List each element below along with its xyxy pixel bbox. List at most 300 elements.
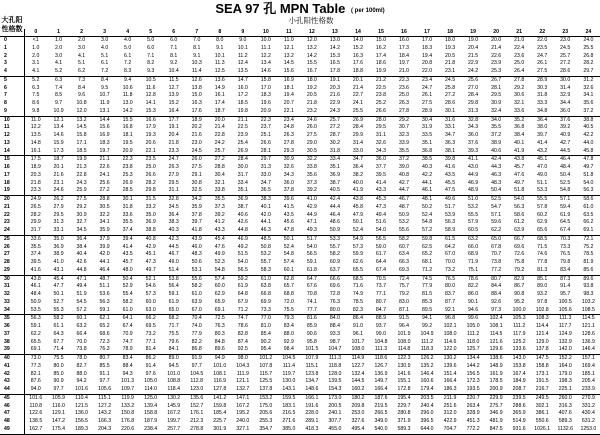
mpn-value-cell: 36.4 — [76, 235, 87, 242]
mpn-value-cell: 41.1 — [468, 156, 479, 163]
mpn-value-cell: 10.1 — [214, 52, 225, 59]
mpn-value-cell: 19.4 — [283, 92, 294, 99]
row-index: 42 — [0, 371, 24, 379]
mpn-value-cell: 10.6 — [122, 84, 133, 91]
mpn-value-cell: 240.0 — [236, 418, 250, 424]
mpn-value-cell: 77.0 — [260, 315, 271, 322]
mpn-value-cell: 55.5 — [468, 211, 479, 218]
mpn-value-cell: 173.0 — [328, 394, 342, 401]
mpn-value-cell: 76.5 — [560, 251, 571, 258]
mpn-value-cell: 66.7 — [514, 235, 525, 242]
mpn-value-cell: 21.6 — [329, 92, 340, 99]
mpn-value-cell: 128.6 — [581, 330, 595, 337]
mpn-value-cell: 67.4 — [122, 323, 133, 329]
mpn-value-cell: 18.0 — [306, 76, 317, 83]
mpn-value-cell: 104.9 — [420, 330, 434, 337]
mpn-value-cell: 94.9 — [214, 355, 225, 361]
column-index: 22 — [531, 29, 554, 37]
mpn-value-cell: 119.9 — [121, 394, 134, 401]
mpn-value-cell: 37.7 — [375, 164, 387, 170]
mpn-value-cell: 78.5 — [352, 298, 363, 305]
mpn-value-cell: 50.9 — [30, 298, 41, 305]
mpn-value-cell: 53.3 — [329, 235, 340, 242]
mpn-value-cell: 29.5 — [491, 92, 502, 99]
mpn-value-cell: 95.8 — [306, 338, 317, 345]
mpn-value-cell: 65.0 — [491, 235, 502, 242]
mpn-value-cell: 133.2 — [121, 402, 135, 409]
mpn-value-cell: 79.6 — [168, 338, 179, 345]
mpn-value-cell: 33.2 — [145, 203, 156, 210]
mpn-value-cell: 111.3 — [559, 315, 572, 322]
mpn-value-cell: 32.6 — [583, 84, 594, 91]
mpn-value-cell: 22.3 — [260, 116, 271, 123]
mpn-value-cell: 62.9 — [537, 219, 548, 226]
mpn-value-cell: 16.8 — [122, 124, 133, 131]
table-row — [0, 267, 600, 275]
mpn-value-cell: 52.9 — [122, 283, 133, 290]
mpn-value-cell: 7.4 — [54, 84, 63, 91]
mpn-value-cell: 22.9 — [329, 100, 340, 106]
mpn-value-cell: 83.7 — [445, 291, 456, 297]
mpn-value-cell: 46.4 — [560, 156, 571, 163]
mpn-value-cell: 54.9 — [352, 235, 363, 242]
row-index: 1 — [0, 45, 24, 53]
mpn-value-cell: 47.3 — [375, 203, 387, 210]
table-row — [0, 92, 600, 100]
mpn-value-cell: 9.2 — [170, 60, 178, 67]
mpn-value-cell: 24.9 — [30, 196, 41, 202]
mpn-value-cell: 51.8 — [583, 171, 594, 178]
mpn-value-cell: 179.4 — [416, 386, 439, 394]
mpn-value-cell: 104.3 — [236, 362, 250, 369]
mpn-value-cell: 289.1 — [305, 418, 319, 424]
mpn-value-cell: 28.2 — [145, 179, 156, 186]
mpn-value-cell: 22.5 — [237, 124, 248, 131]
mpn-value-cell: 233.9 — [577, 386, 600, 394]
mpn-value-cell: 111.4 — [282, 362, 295, 369]
mpn-value-cell: 31.7 — [237, 171, 248, 178]
row-index: 3 — [0, 60, 24, 68]
mpn-value-cell: 15.3 — [329, 52, 340, 59]
row-index: 14 — [0, 148, 24, 156]
mpn-value-cell: 18.0 — [445, 37, 456, 43]
mpn-value-cell: 19.7 — [93, 148, 116, 156]
mpn-value-cell: 47.1 — [76, 275, 87, 282]
table-row — [0, 108, 600, 116]
mpn-value-cell: 67.7 — [53, 338, 64, 345]
mpn-value-cell: 4.0 — [101, 44, 109, 51]
mpn-value-cell: 13.2 — [283, 52, 294, 59]
mpn-value-cell: 24.5 — [185, 148, 208, 156]
mpn-value-cell: 28.1 — [491, 84, 502, 91]
small-wells-header: 小孔阳性格数 — [288, 16, 334, 25]
mpn-value-cell: 138.5 — [29, 418, 43, 424]
mpn-value-cell: 130.2 — [167, 394, 181, 401]
mpn-value-cell: 20.1 — [53, 164, 64, 170]
mpn-value-cell: 53.2 — [468, 203, 479, 210]
mpn-value-cell: 97.8 — [537, 298, 548, 305]
row-index: 20 — [0, 196, 24, 204]
mpn-value-cell: 25.4 — [237, 139, 248, 146]
mpn-value-cell: 68.5 — [352, 275, 363, 282]
mpn-value-cell: 50.2 — [421, 203, 433, 210]
mpn-value-cell: 80.3 — [214, 330, 225, 337]
mpn-value-cell: 24.2 — [462, 68, 485, 76]
mpn-value-cell: 90.8 — [514, 291, 525, 297]
mpn-value-cell: 17.9 — [145, 124, 156, 131]
mpn-value-cell: 13.9 — [168, 92, 179, 99]
table-row — [0, 244, 600, 252]
mpn-value-cell: 25.1 — [260, 132, 271, 138]
mpn-value-cell: 34.3 — [369, 148, 392, 156]
mpn-value-cell: 61.0 — [260, 275, 271, 282]
mpn-value-cell: 24.2 — [214, 139, 225, 146]
mpn-value-cell: 62.8 — [283, 275, 294, 282]
mpn-value-cell: 61.0 — [191, 291, 202, 297]
mpn-value-cell: 166.4 — [369, 386, 392, 394]
mpn-value-cell: 31.2 — [583, 76, 594, 83]
mpn-value-cell: 36.8 — [514, 124, 525, 131]
mpn-value-cell: 43.3 — [208, 227, 231, 235]
mpn-value-cell: 123.0 — [185, 386, 208, 394]
mpn-value-cell: 23.1 — [53, 179, 64, 186]
mpn-value-cell: 9.1 — [193, 52, 201, 59]
mpn-value-cell: 8.4 — [101, 76, 109, 83]
mpn-value-cell: 83.4 — [122, 355, 133, 361]
mpn-value-cell: 87.4 — [237, 338, 248, 345]
mpn-value-cell: 26.9 — [352, 116, 363, 123]
mpn-value-cell: 57.4 — [283, 259, 294, 265]
mpn-value-cell: 24.1 — [99, 171, 110, 178]
mpn-value-cell: 13.2 — [76, 116, 87, 123]
mpn-value-cell: 216.7 — [531, 386, 554, 394]
mpn-value-cell: 130.2 — [443, 355, 457, 361]
mpn-value-cell: 108.0 — [443, 330, 457, 337]
mpn-value-cell: 29.2 — [76, 203, 87, 210]
mpn-value-cell: 94.2 — [76, 378, 87, 385]
mpn-value-cell: 33.0 — [260, 171, 271, 178]
mpn-value-cell: 631.2 — [581, 418, 595, 424]
mpn-value-cell: 77.3 — [30, 362, 41, 369]
mpn-value-cell: 11.3 — [214, 60, 225, 67]
mpn-value-cell: 176.8 — [121, 418, 135, 424]
mpn-value-cell: 156.5 — [466, 370, 480, 377]
row-index: 5 — [0, 76, 24, 84]
mpn-value-cell: 346.9 — [489, 410, 503, 417]
mpn-value-cell: 172.8 — [393, 386, 416, 394]
mpn-value-cell: 7.0 — [193, 37, 201, 43]
mpn-value-cell: 396.5 — [420, 418, 434, 424]
mpn-value-cell: 160.6 — [420, 378, 434, 385]
mpn-value-cell: 77.8 — [537, 259, 548, 265]
table-row — [0, 180, 600, 188]
mpn-value-cell: 78.5 — [583, 251, 594, 258]
mpn-value-cell: 11.4 — [185, 68, 208, 76]
mpn-value-cell: 21.6 — [191, 132, 202, 138]
mpn-value-cell: 76.3 — [329, 298, 340, 305]
mpn-value-cell: 15.2 — [352, 44, 363, 51]
mpn-value-cell: 90.2 — [260, 338, 271, 345]
column-index: 21 — [508, 29, 531, 37]
mpn-value-cell: 25.7 — [208, 148, 231, 156]
mpn-value-cell: 772.2 — [462, 426, 485, 434]
mpn-value-cell: 14.2 — [329, 44, 340, 51]
mpn-value-cell: 34.4 — [560, 100, 571, 106]
table-row — [0, 426, 600, 434]
mpn-value-cell: 27.5 — [531, 68, 554, 76]
mpn-value-cell: 302.1 — [535, 402, 549, 409]
mpn-value-cell: 84.4 — [491, 283, 502, 290]
mpn-value-cell: 21.2 — [375, 76, 387, 83]
mpn-value-cell: 22.6 — [491, 52, 502, 59]
mpn-value-cell: 23.8 — [122, 164, 133, 170]
mpn-value-cell: 550.6 — [535, 418, 549, 424]
mpn-value-cell: 65.5 — [30, 338, 41, 345]
table-row — [0, 410, 600, 418]
mpn-value-cell: 178.5 — [489, 378, 503, 385]
mpn-value-cell: 19.9 — [76, 156, 87, 163]
mpn-value-cell: 22.3 — [398, 76, 410, 83]
mpn-value-cell: 21.4 — [491, 44, 502, 51]
mpn-value-cell: 21.1 — [99, 156, 110, 163]
table-row — [0, 116, 600, 124]
mpn-value-cell: 78.0 — [76, 355, 87, 361]
table-row — [0, 403, 600, 411]
mpn-value-cell: 47.6 — [214, 243, 225, 250]
mpn-value-cell: 67.4 — [369, 267, 392, 275]
mpn-value-cell: 31.6 — [445, 116, 456, 123]
mpn-value-cell: 28.2 — [30, 211, 41, 218]
mpn-value-cell: 22.6 — [99, 164, 110, 170]
mpn-value-cell: 13.8 — [191, 84, 202, 91]
mpn-value-cell: 61.2 — [514, 219, 525, 226]
mpn-value-cell: 32.6 — [375, 139, 387, 146]
mpn-value-cell: 61.8 — [300, 267, 323, 275]
mpn-value-cell: 95.7 — [560, 291, 571, 297]
mpn-value-cell: 79.2 — [398, 291, 410, 297]
mpn-value-cell: 2.0 — [77, 37, 86, 43]
mpn-value-cell: 40.9 — [560, 132, 571, 138]
mpn-value-cell: 85.9 — [306, 323, 317, 329]
mpn-value-cell: 92.1 — [439, 307, 462, 315]
mpn-value-cell: 32.5 — [185, 187, 208, 195]
mpn-value-cell: 32.9 — [560, 92, 571, 99]
mpn-value-cell: 42.9 — [145, 243, 156, 250]
mpn-value-cell: 9.3 — [139, 68, 162, 76]
row-index: 10 — [0, 116, 24, 124]
mpn-value-cell: 15.8 — [260, 76, 271, 83]
mpn-value-cell: 107.9 — [305, 355, 319, 361]
mpn-value-cell: 58.9 — [439, 227, 462, 235]
mpn-value-cell: 54.0 — [306, 243, 317, 250]
mpn-value-cell: 18.6 — [375, 60, 387, 67]
mpn-value-cell: 16.1 — [24, 148, 47, 156]
mpn-value-cell: 59.6 — [491, 219, 502, 226]
mpn-value-cell: 48.4 — [30, 291, 41, 297]
mpn-value-cell: 38.4 — [514, 132, 525, 138]
mpn-value-cell: 54.0 — [237, 259, 248, 265]
mpn-value-cell: 86.7 — [514, 283, 525, 290]
mpn-value-cell: 8.1 — [193, 44, 201, 51]
mpn-value-cell: 31.8 — [323, 148, 346, 156]
mpn-value-cell: 32.4 — [485, 108, 508, 116]
mpn-value-cell: 111.2 — [513, 323, 526, 329]
mpn-value-cell: 46.4 — [329, 211, 340, 218]
mpn-value-cell: 71.6 — [352, 283, 363, 290]
mpn-value-cell: 18.1 — [283, 84, 294, 91]
mpn-value-cell: 185.1 — [581, 370, 595, 377]
mpn-value-cell: 143.1 — [277, 386, 300, 394]
table-row — [0, 85, 600, 93]
table-row — [0, 283, 600, 291]
mpn-value-cell: 64.8 — [237, 291, 248, 297]
mpn-value-cell: 47.6 — [514, 171, 525, 178]
mpn-value-cell: 73.2 — [145, 330, 156, 337]
mpn-value-cell: 52.5 — [560, 179, 571, 186]
mpn-value-cell: 53.2 — [260, 251, 271, 258]
table-row — [0, 323, 600, 331]
mpn-value-cell: 53.3 — [531, 187, 554, 195]
mpn-value-cell: 93.3 — [329, 330, 340, 337]
mpn-value-cell: 33.6 — [508, 108, 531, 116]
row-index: 28 — [0, 259, 24, 267]
mpn-value-cell: 60.9 — [329, 259, 340, 265]
mpn-value-cell: 175.4 — [47, 426, 70, 434]
mpn-value-cell: 65.6 — [531, 227, 554, 235]
mpn-value-cell: 11.5 — [168, 76, 179, 83]
mpn-value-cell: 35.1 — [421, 139, 433, 146]
mpn-value-cell: 6.2 — [70, 68, 93, 76]
mpn-value-cell: 78.9 — [116, 346, 139, 354]
mpn-value-cell: 36.9 — [329, 171, 340, 178]
mpn-value-cell: 19.9 — [369, 68, 392, 76]
mpn-value-cell: 166.4 — [443, 378, 457, 385]
mpn-value-cell: 19.0 — [468, 37, 479, 43]
mpn-value-cell: 495.4 — [346, 426, 369, 434]
mpn-value-cell: 60.7 — [398, 243, 410, 250]
mpn-value-cell: 52.4 — [346, 227, 369, 235]
mpn-value-cell: 122.6 — [29, 410, 43, 417]
mpn-value-cell: 9.5 — [101, 84, 109, 91]
mpn-value-cell: 77.2 — [485, 267, 508, 275]
mpn-value-cell: 54.8 — [208, 267, 231, 275]
mpn-value-cell: 30.5 — [300, 148, 323, 156]
mpn-value-cell: 34.7 — [445, 132, 456, 138]
mpn-value-cell: 61.7 — [375, 251, 387, 258]
mpn-value-cell: 251.6 — [443, 402, 457, 409]
mpn-value-cell: 11.6 — [145, 84, 156, 91]
mpn-value-cell: 6.3 — [32, 84, 40, 91]
mpn-value-cell: 23.7 — [260, 124, 271, 131]
mpn-value-cell: 47.1 — [306, 219, 317, 226]
mpn-value-cell: 36.0 — [554, 108, 577, 116]
mpn-value-cell: 43.5 — [283, 211, 294, 218]
mpn-value-cell: 48.1 — [421, 196, 433, 202]
row-index: 38 — [0, 339, 24, 347]
row-index: 49 — [0, 426, 24, 434]
column-index: 16 — [393, 29, 416, 37]
mpn-value-cell: 40.0 — [352, 179, 363, 186]
mpn-value-cell: 26.9 — [122, 179, 133, 186]
mpn-value-cell: 327.6 — [351, 418, 365, 424]
mpn-value-cell: 82.2 — [191, 338, 202, 345]
mpn-value-cell: 14.1 — [145, 100, 156, 106]
mpn-value-cell: 90.6 — [306, 330, 317, 337]
mpn-value-cell: 88.9 — [375, 315, 387, 322]
mpn-value-cell: 98.3 — [583, 291, 594, 297]
mpn-value-cell: 51.8 — [508, 187, 531, 195]
mpn-value-cell: 23.5 — [537, 44, 548, 51]
mpn-value-cell: 25.0 — [145, 164, 156, 170]
mpn-value-cell: 21.5 — [468, 52, 479, 59]
mpn-value-cell: 16.4 — [162, 108, 185, 116]
mpn-value-cell: 21.8 — [168, 139, 179, 146]
mpn-value-cell: 45.7 — [122, 259, 133, 265]
mpn-value-cell: 55.7 — [260, 259, 271, 265]
mpn-value-cell: 225.1 — [554, 386, 577, 394]
mpn-value-cell: 100.5 — [558, 298, 572, 305]
mpn-value-cell: 68.1 — [421, 259, 433, 265]
mpn-value-cell: 29.8 — [468, 100, 479, 106]
mpn-value-cell: 61.0 — [116, 307, 139, 315]
mpn-value-cell: 24.3 — [76, 179, 87, 186]
mpn-value-cell: 59.2 — [237, 275, 248, 282]
mpn-value-cell: 10.4 — [162, 68, 185, 76]
mpn-value-cell: 26.0 — [191, 156, 202, 163]
table-row — [0, 386, 600, 394]
row-index: 4 — [0, 68, 24, 76]
mpn-value-cell: 220.6 — [116, 426, 139, 434]
mpn-value-cell: 75.1 — [462, 267, 485, 275]
mpn-value-cell: 52.7 — [53, 298, 64, 305]
mpn-value-cell: 46.1 — [416, 187, 439, 195]
mpn-value-cell: 122.0 — [439, 346, 462, 354]
column-index: 14 — [346, 29, 369, 37]
mpn-value-cell: 76.3 — [93, 346, 116, 354]
mpn-value-cell: 42.3 — [168, 235, 179, 242]
mpn-value-cell: 34.7 — [260, 179, 271, 186]
mpn-value-cell: 20.4 — [168, 132, 179, 138]
mpn-value-cell: 40.8 — [145, 235, 156, 242]
mpn-value-cell: 385.0 — [277, 426, 300, 434]
mpn-value-cell: 23.3 — [162, 148, 185, 156]
mpn-value-cell: 102.1 — [443, 323, 457, 329]
mpn-value-cell: 12.1 — [53, 116, 64, 123]
mpn-value-cell: 7.3 — [77, 76, 86, 83]
mpn-value-cell: 96.1 — [352, 330, 363, 337]
mpn-value-cell: 46.1 — [30, 283, 41, 290]
mpn-value-cell: 93.2 — [537, 291, 548, 297]
mpn-value-cell: 14.8 — [30, 139, 41, 146]
row-index: 40 — [0, 355, 24, 363]
mpn-value-cell: 15.0 — [191, 92, 202, 99]
mpn-value-cell: 6.0 — [147, 44, 155, 51]
table-row — [0, 331, 600, 339]
mpn-value-cell: 27.2 — [329, 124, 340, 131]
mpn-value-cell: 263.4 — [466, 402, 480, 409]
mpn-value-cell: 35.5 — [214, 196, 225, 202]
mpn-value-cell: 43.8 — [30, 275, 41, 282]
mpn-value-cell: 40.5 — [323, 187, 346, 195]
mpn-value-cell: 65.5 — [346, 267, 369, 275]
mpn-value-cell: 143.2 — [98, 410, 112, 417]
mpn-value-cell: 23.0 — [560, 37, 571, 43]
mpn-value-cell: 47.3 — [145, 259, 156, 265]
mpn-value-cell: 49.4 — [76, 283, 87, 290]
mpn-value-cell: 54.8 — [421, 219, 433, 226]
mpn-value-cell: 35.1 — [231, 187, 254, 195]
mpn-value-cell: 62.9 — [214, 291, 225, 297]
